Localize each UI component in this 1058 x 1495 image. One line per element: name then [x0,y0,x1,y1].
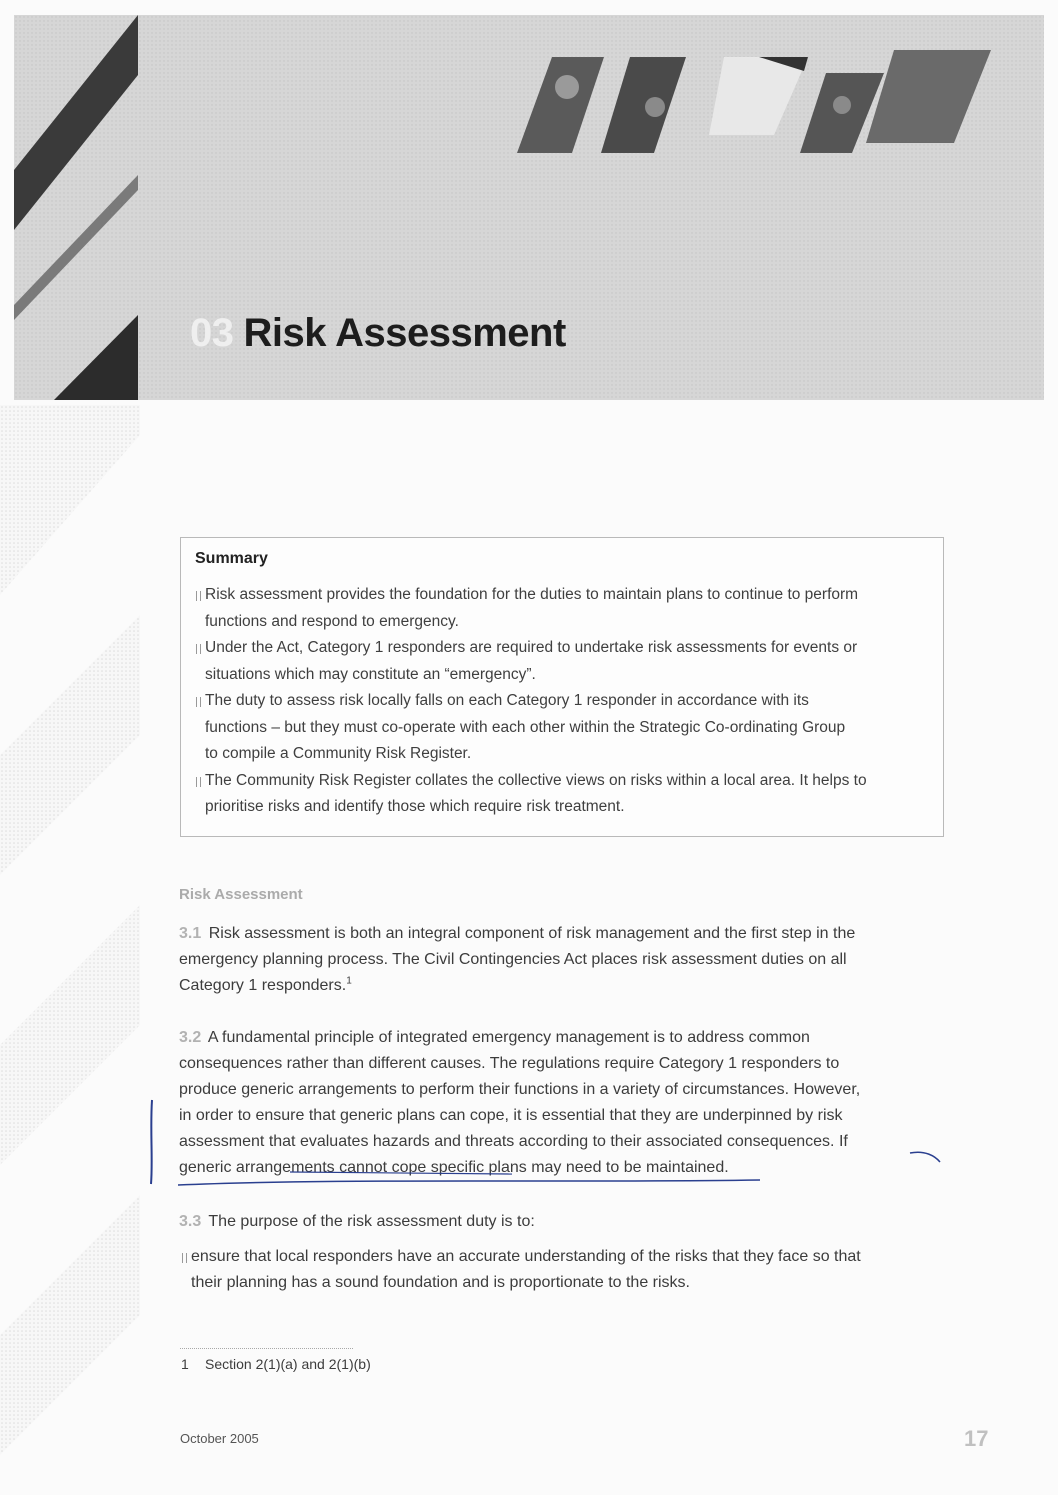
para-text: A fundamental principle of integrated emergency management is to address common [207,1029,810,1046]
section-heading: Risk Assessment [179,886,303,903]
para-line: emergency planning process. The Civil Contingencies Act places risk assessment duties on all [179,951,847,968]
summary-box [180,537,944,837]
paragraph-number: 3.1 [179,925,202,942]
bullet-icon [196,644,201,654]
paragraph-3-3 [179,1209,949,1235]
summary-line: prioritise risks and identify those which require risk treatment. [205,798,625,815]
para-text: The purpose of the risk assessment duty is to: [208,1213,535,1230]
para-line [179,1025,954,1051]
summary-line: functions – but they must co-operate with each other within the Strategic Co-ordinating Group [205,718,846,736]
bullet-icon [196,777,201,787]
summary-list [193,582,933,821]
footer-date: October 2005 [180,1431,259,1446]
summary-item-4 [193,768,933,821]
bullet-icon [196,591,201,601]
para-line: consequences rather than different causes. The regulations require Category 1 responders to [179,1055,840,1072]
para-line [179,921,949,947]
para-line: in order to ensure that generic plans can cope, it is essential that they are underpinned by risk [179,1107,843,1124]
chapter-number: 03 [190,311,234,355]
para-line: their planning has a sound foundation and is proportionate to the risks. [191,1274,690,1291]
para-text: Category 1 responders. [179,977,347,994]
footnote-number: 1 [181,1356,189,1372]
summary-item-3 [193,688,933,768]
page-number: 17 [964,1426,989,1451]
para-line: produce generic arrangements to perform their functions in a variety of circumstances. However, [179,1081,861,1098]
handwritten-annotation [140,1090,960,1200]
summary-title: Summary [195,550,268,567]
para-line [179,1209,949,1235]
summary-line: The duty to assess risk locally falls on each Category 1 responder in accordance with its [205,692,809,709]
chapter-banner [14,15,1044,400]
paragraph-3-1 [179,921,949,999]
summary-line: The Community Risk Register collates the collective views on risks within a local area. It helps to [205,771,867,789]
summary-line: to compile a Community Risk Register. [205,745,472,762]
summary-item-2 [193,635,933,688]
paragraph-3-3-bullet [179,1244,949,1296]
summary-line: functions and respond to emergency. [205,612,459,630]
section [179,886,949,915]
summary-line: Risk assessment provides the foundation for the duties to maintain plans to continue to perform [205,586,859,603]
chapter-title-text: Risk Assessment [243,311,566,355]
summary-line: Under the Act, Category 1 responders are required to undertake risk assessments for events or [205,639,858,656]
bullet-item [179,1244,949,1296]
summary-line: situations which may constitute an “emergency”. [205,665,536,683]
bullet-icon [196,697,201,707]
para-line: assessment that evaluates hazards and threats according to their associated consequences. If [179,1133,848,1150]
chapter-title [190,311,566,356]
para-line: generic arrangements cannot cope specific plans may need to be maintained. [179,1159,729,1176]
para-text: Risk assessment is both an integral component of risk management and the first step in the [208,925,856,942]
para-line [179,973,949,999]
footnote-divider [180,1348,353,1349]
summary-item-1 [193,582,933,635]
footnote [181,1356,371,1372]
footnote-text: Section 2(1)(a) and 2(1)(b) [205,1356,371,1372]
paragraph-number: 3.3 [179,1213,202,1230]
paragraph-number: 3.2 [179,1029,202,1046]
bullet-icon [182,1253,187,1263]
para-line: ensure that local responders have an accurate understanding of the risks that they face so that [191,1248,861,1265]
margin-stripes [0,405,140,1495]
footnote-ref[interactable]: 1 [346,975,352,987]
